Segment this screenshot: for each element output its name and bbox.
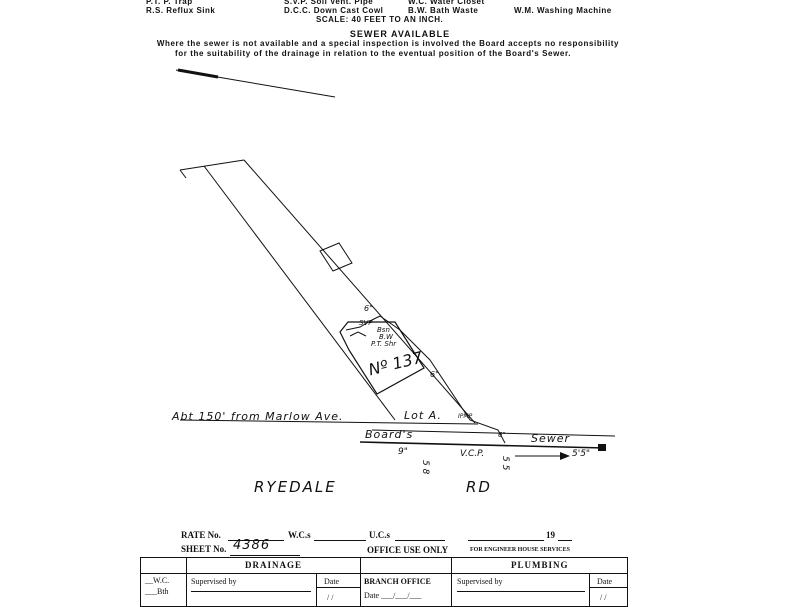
sewer-size: 9" (398, 447, 408, 457)
table-divider (451, 558, 452, 606)
drainage-supervised-label: Supervised by (191, 577, 237, 586)
branch-office-label: BRANCH OFFICE (364, 577, 431, 586)
pipe-size-label: 6" (430, 370, 439, 379)
bth-label: ___Bth (145, 587, 169, 596)
sheet-label: SHEET No. (181, 544, 227, 554)
legend-item: W.C. Water Closet (408, 0, 485, 6)
office-use-label: OFFICE USE ONLY (367, 545, 449, 555)
plumbing-supervised-label: Supervised by (457, 577, 503, 586)
table-divider (317, 587, 360, 588)
wcs-label: W.C.s (288, 530, 311, 540)
pipe-size-label: 6" (364, 304, 373, 313)
table-divider (360, 558, 361, 606)
north-arrow (176, 70, 335, 97)
fixture-label: P.T. Shr (371, 340, 397, 348)
plumbing-date-label: Date (597, 577, 613, 586)
ucs-label: U.C.s (369, 530, 391, 540)
plumbing-supervised-field[interactable] (457, 591, 585, 592)
ucs-field[interactable] (395, 540, 445, 541)
drainage-supervised-field[interactable] (191, 591, 311, 592)
year-suffix: 19 (546, 530, 555, 540)
sheet-field[interactable] (230, 555, 300, 556)
flow-arrow (515, 452, 570, 460)
legend-item: W.M. Washing Machine (514, 6, 612, 15)
lot-note: Abt 150' from Marlow Ave. (172, 410, 344, 423)
table-divider (590, 587, 627, 588)
notice-line-2: for the suitability of the drainage in relation to the eventual position of the Board's Sewer. (174, 49, 572, 58)
drainage-date-label: Date (324, 577, 340, 586)
plumbing-date-field[interactable]: / / (600, 593, 607, 602)
ipmp-label: IPMP (458, 413, 473, 420)
lot-boundary (180, 160, 475, 423)
sewer-label: Sewer (531, 432, 571, 445)
street-name-right: RD (466, 478, 492, 496)
pipe-size-label: 6" (498, 431, 506, 439)
fixture-labels (343, 320, 396, 348)
rate-label: RATE No. (181, 530, 221, 540)
fixture-label: B.W (379, 333, 393, 341)
street-name-left: RYEDALE (254, 478, 337, 496)
date-field[interactable] (468, 540, 544, 541)
legend-item: B.W. Bath Waste (408, 6, 479, 15)
drainage-date-field[interactable]: / / (327, 593, 334, 602)
wc-label: __W.C. (145, 576, 170, 585)
depth-label: 5'5" (572, 449, 591, 459)
legend-item: S.V.P. Soil Vent. Pipe (284, 0, 374, 6)
drainage-header: DRAINAGE (245, 560, 303, 570)
junction-b: 5 5 (500, 456, 510, 471)
sheet-number: 4386 (233, 538, 271, 553)
notice-line-1: Where the sewer is not available and a special inspection is involved the Board accepts no responsibility (156, 39, 620, 48)
wcs-field[interactable] (314, 540, 366, 541)
outbuilding (320, 243, 352, 271)
lot-label: Lot A. (404, 409, 442, 422)
sewer-end-marker (598, 444, 606, 451)
legend-item: R.S. Reflux Sink (146, 6, 216, 15)
house-number: Nº 137 (366, 347, 425, 380)
engineer-note: FOR ENGINEER HOUSE SERVICES (470, 547, 570, 553)
legend-item: P.T. P. Trap (146, 0, 193, 6)
junction-a: 5 8 (420, 460, 430, 475)
table-divider (186, 558, 187, 606)
legend-item: D.C.C. Down Cast Cowl (284, 6, 384, 15)
fixture-label: SVP (359, 319, 373, 327)
table-divider (316, 573, 317, 606)
table-divider (589, 573, 590, 606)
boards-label: Board's (365, 428, 414, 441)
fixture-label: Bsn (377, 326, 390, 334)
year-field[interactable] (558, 540, 572, 541)
branch-date-field[interactable]: Date ___/___/___ (364, 591, 422, 600)
scale-note: SCALE: 40 FEET TO AN INCH. (316, 15, 444, 24)
plumbing-header: PLUMBING (511, 560, 569, 570)
vcp-label: V.C.P. (460, 449, 485, 459)
notice-title: SEWER AVAILABLE (349, 29, 451, 39)
